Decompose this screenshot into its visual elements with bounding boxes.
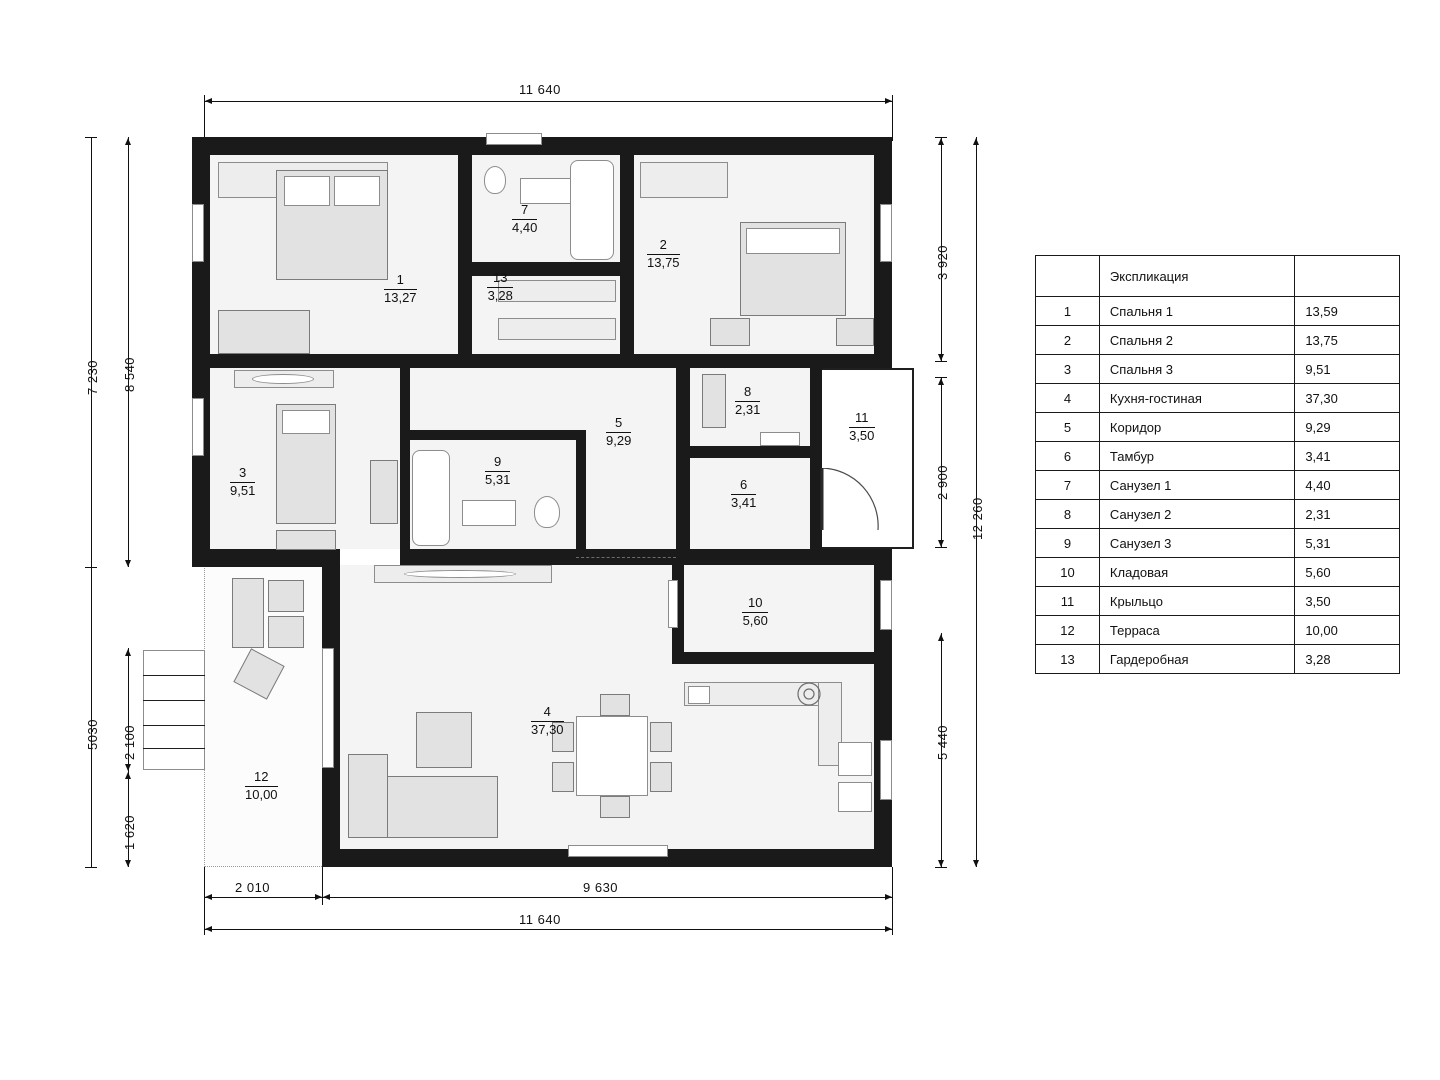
- row-area: 13,59: [1295, 297, 1400, 326]
- explication-table-body: [1036, 256, 1400, 674]
- explication-table-wrap: [1035, 255, 1400, 674]
- terrace-step-line-4: [143, 748, 205, 749]
- window-living-inner: [668, 580, 678, 628]
- room-label-13: [487, 271, 513, 304]
- bedroom1-pillow-2: [334, 176, 380, 206]
- row-area: 10,00: [1295, 616, 1400, 645]
- oven: [838, 742, 872, 776]
- terrace-chair-2: [268, 580, 304, 612]
- porch-outline-bottom: [822, 547, 914, 549]
- room-label-11-num: 11: [849, 411, 875, 428]
- room-label-11-area: 3,50: [849, 427, 875, 443]
- row-name: Санузел 2: [1099, 500, 1294, 529]
- row-name: Кухня-гостиная: [1099, 384, 1294, 413]
- room-label-1-num: 1: [384, 273, 417, 290]
- room-label-9: [485, 455, 510, 488]
- dim-line-bot-9630: [322, 897, 892, 898]
- table-row: [1036, 471, 1400, 500]
- room-label-2-num: 2: [647, 238, 680, 255]
- room-label-9-num: 9: [485, 455, 510, 472]
- window-bath1-top: [486, 133, 542, 145]
- room-label-8-area: 2,31: [735, 401, 761, 417]
- exterior-wall-top: [192, 137, 892, 155]
- sofa-arm: [348, 754, 388, 838]
- room-label-9-area: 5,31: [485, 471, 511, 487]
- room-label-12: [245, 770, 278, 803]
- dim-arrow-2010-r: [315, 894, 322, 900]
- bedroom2-closet: [640, 162, 728, 198]
- corridor-lamp: [404, 570, 516, 578]
- dim-line-left-8540: [128, 137, 129, 567]
- room-label-2: [647, 238, 680, 271]
- dim-arrow-2100-bot: [125, 764, 131, 771]
- explication-header-area: [1295, 256, 1400, 297]
- row-name: Терраса: [1099, 616, 1294, 645]
- dim-arrow-3920-bot: [938, 354, 944, 361]
- bedroom3-wardrobe: [370, 460, 398, 524]
- dim-arrow-11640-r: [885, 926, 892, 932]
- dishwasher: [838, 782, 872, 812]
- table-row: [1036, 529, 1400, 558]
- dim-tick-b5: [892, 905, 893, 935]
- window-storage-right: [880, 580, 892, 630]
- dim-line-right-2900: [941, 377, 942, 547]
- dim-arrow-top-right: [885, 98, 892, 104]
- room-label-5-num: 5: [606, 416, 631, 433]
- dim-tick-r3: [935, 377, 947, 378]
- room-label-10: [742, 596, 768, 629]
- bedroom1-pillow-1: [284, 176, 330, 206]
- interior-wall-7: [676, 368, 690, 563]
- room-label-7-num: 7: [512, 203, 537, 220]
- wardrobe-rail-2: [498, 318, 616, 340]
- window-kitchen-right: [880, 740, 892, 800]
- interior-wall-9: [690, 446, 810, 458]
- row-num: 7: [1036, 471, 1100, 500]
- row-num: 1: [1036, 297, 1100, 326]
- dim-arrow-1620-bot: [125, 860, 131, 867]
- row-num: 12: [1036, 616, 1100, 645]
- room-label-3-num: 3: [230, 466, 255, 483]
- dining-chair-right-2: [650, 762, 672, 792]
- room-label-7: [512, 203, 537, 236]
- row-name: Коридор: [1099, 413, 1294, 442]
- dim-arrow-2900-top: [938, 378, 944, 385]
- dim-left-2100: 2 100: [122, 724, 137, 760]
- dim-arrow-2100-top: [125, 649, 131, 656]
- dim-tick-l1: [85, 137, 97, 138]
- interior-wall-13: [672, 652, 874, 664]
- dim-tick-r2: [935, 361, 947, 362]
- interior-wall-1: [458, 155, 472, 354]
- dim-tick-b1: [204, 867, 205, 905]
- dim-left-8540: 8 540: [122, 356, 137, 392]
- bedroom2-pillow: [746, 228, 840, 254]
- kitchen-sink: [688, 686, 710, 704]
- interior-wall-4: [210, 354, 690, 368]
- dim-tick-r5: [935, 867, 947, 868]
- toilet-1: [484, 166, 506, 194]
- row-name: Санузел 3: [1099, 529, 1294, 558]
- room-label-3-area: 9,51: [230, 482, 256, 498]
- room-label-6: [731, 478, 756, 511]
- room-label-8-num: 8: [735, 385, 760, 402]
- room-label-13-num: 13: [487, 271, 513, 288]
- window-bedroom1-left: [192, 204, 204, 262]
- dim-left-7230: 7 230: [85, 359, 100, 395]
- dining-chair-top: [600, 694, 630, 716]
- room-label-8: [735, 385, 760, 418]
- row-area: 4,40: [1295, 471, 1400, 500]
- bedroom3-bench: [276, 530, 336, 550]
- table-row: [1036, 616, 1400, 645]
- sink-3: [462, 500, 516, 526]
- row-area: 3,50: [1295, 587, 1400, 616]
- interior-wall-6: [400, 368, 410, 549]
- table-row: [1036, 413, 1400, 442]
- dim-arrow-5440-top: [938, 634, 944, 641]
- dim-arrow-2900-bot: [938, 540, 944, 547]
- table-row: [1036, 587, 1400, 616]
- exterior-wall-left-upper: [192, 137, 210, 567]
- room-label-11: [849, 411, 875, 444]
- table-row: [1036, 297, 1400, 326]
- interior-wall-14: [576, 430, 586, 549]
- explication-header-num: [1036, 256, 1100, 297]
- interior-wall-15: [404, 430, 586, 440]
- row-area: 3,41: [1295, 442, 1400, 471]
- row-area: 9,51: [1295, 355, 1400, 384]
- dim-line-top: [204, 101, 892, 102]
- room-label-5-area: 9,29: [606, 432, 632, 448]
- table-row: [1036, 355, 1400, 384]
- room-label-7-area: 4,40: [512, 219, 538, 235]
- table-row: [1036, 384, 1400, 413]
- dim-top-11640: 11 640: [519, 82, 561, 97]
- interior-wall-5: [690, 354, 874, 368]
- dim-tick-l3: [85, 867, 97, 868]
- explication-header-row: [1036, 256, 1400, 297]
- row-num: 8: [1036, 500, 1100, 529]
- row-area: 3,28: [1295, 645, 1400, 674]
- room-label-1: [384, 273, 417, 306]
- table-row: [1036, 500, 1400, 529]
- row-name: Спальня 1: [1099, 297, 1294, 326]
- dim-arrow-3920-top: [938, 138, 944, 145]
- table-row: [1036, 558, 1400, 587]
- room-label-5: [606, 416, 631, 449]
- opening-dashed-corridor: [576, 557, 676, 558]
- row-area: 13,75: [1295, 326, 1400, 355]
- room-label-4-area: 37,30: [531, 721, 564, 737]
- dim-right-5440: 5 440: [935, 724, 950, 760]
- dim-arrow-12260-top: [973, 138, 979, 145]
- dining-table: [576, 716, 648, 796]
- dim-ext-top-right: [892, 95, 893, 141]
- row-area: 5,60: [1295, 558, 1400, 587]
- room-label-4: [531, 705, 564, 738]
- room-label-1-area: 13,27: [384, 289, 417, 305]
- table-row: [1036, 645, 1400, 674]
- row-num: 5: [1036, 413, 1100, 442]
- bedroom2-nightstand-2: [836, 318, 874, 346]
- dim-line-bot-11640: [204, 929, 892, 930]
- dim-left-5030: 5030: [85, 719, 100, 750]
- terrace-steps: [143, 650, 205, 770]
- dim-line-left-5030: [91, 567, 92, 867]
- bedroom2-nightstand-1: [710, 318, 750, 346]
- dim-arrow-12260-bot: [973, 860, 979, 867]
- room-label-12-num: 12: [245, 770, 278, 787]
- dim-arrow-5440-bot: [938, 860, 944, 867]
- interior-wall-2: [620, 155, 634, 354]
- dining-chair-bottom: [600, 796, 630, 818]
- bedroom1-dresser: [218, 310, 310, 354]
- dim-arrow-8540-bot: [125, 560, 131, 567]
- dim-right-2900: 2 900: [935, 464, 950, 500]
- dim-arrow-11640-l: [205, 926, 212, 932]
- dim-arrow-1620-top: [125, 772, 131, 779]
- row-num: 13: [1036, 645, 1100, 674]
- table-row: [1036, 442, 1400, 471]
- row-name: Крыльцо: [1099, 587, 1294, 616]
- dining-chair-right-1: [650, 722, 672, 752]
- dim-arrow-2010-l: [205, 894, 212, 900]
- interior-wall-3: [458, 262, 634, 276]
- room-label-3: [230, 466, 255, 499]
- room-label-10-num: 10: [742, 596, 768, 613]
- row-name: Спальня 2: [1099, 326, 1294, 355]
- row-num: 3: [1036, 355, 1100, 384]
- bathtub-3: [412, 450, 450, 546]
- coffee-table: [416, 712, 472, 768]
- exterior-wall-mid-left: [192, 549, 340, 567]
- explication-header-title: Экспликация: [1099, 256, 1294, 297]
- cooktop-icon: [794, 680, 824, 710]
- dim-tick-b3: [892, 867, 893, 905]
- row-area: 2,31: [1295, 500, 1400, 529]
- interior-wall-11: [676, 549, 874, 565]
- window-living-left: [322, 648, 334, 768]
- terrace-step-line-2: [143, 700, 205, 701]
- dim-tick-b4: [204, 905, 205, 935]
- row-num: 11: [1036, 587, 1100, 616]
- dim-bottom-9630: 9 630: [583, 880, 619, 895]
- bath2-cabinet: [702, 374, 726, 428]
- sink-2: [760, 432, 800, 446]
- window-bedroom2-right: [880, 204, 892, 262]
- table-row: [1036, 326, 1400, 355]
- dim-right-12260: 12 260: [970, 497, 985, 540]
- terrace-step-line-1: [143, 675, 205, 676]
- room-label-13-area: 3,28: [487, 287, 513, 303]
- dim-tick-r1: [935, 137, 947, 138]
- room-label-10-area: 5,60: [742, 612, 768, 628]
- dim-arrow-9630-l: [323, 894, 330, 900]
- row-name: Тамбур: [1099, 442, 1294, 471]
- row-num: 9: [1036, 529, 1100, 558]
- row-area: 9,29: [1295, 413, 1400, 442]
- row-area: 37,30: [1295, 384, 1400, 413]
- terrace-step-line-3: [143, 725, 205, 726]
- dim-line-bot-2010: [204, 897, 322, 898]
- terrace-chair-3: [268, 616, 304, 648]
- sink-1: [520, 178, 576, 204]
- dim-line-left-7230: [91, 137, 92, 567]
- entrance-door-swing: [820, 468, 882, 538]
- room-label-4-num: 4: [531, 705, 564, 722]
- row-name: Гардеробная: [1099, 645, 1294, 674]
- room-label-6-num: 6: [731, 478, 756, 495]
- toilet-3: [534, 496, 560, 528]
- window-living-bottom: [568, 845, 668, 857]
- row-name: Кладовая: [1099, 558, 1294, 587]
- row-name: Спальня 3: [1099, 355, 1294, 384]
- dim-bottom-2010: 2 010: [235, 880, 271, 895]
- row-num: 2: [1036, 326, 1100, 355]
- window-bedroom3-left: [192, 398, 204, 456]
- dim-right-3920: 3 920: [935, 244, 950, 280]
- bedroom3-pillow: [282, 410, 330, 434]
- explication-table: [1035, 255, 1400, 674]
- dim-arrow-top-left: [205, 98, 212, 104]
- dining-chair-left-2: [552, 762, 574, 792]
- dim-arrow-8540-top: [125, 138, 131, 145]
- room-label-12-area: 10,00: [245, 786, 278, 802]
- row-num: 4: [1036, 384, 1100, 413]
- terrace-chair-1: [232, 578, 264, 648]
- dim-bottom-11640: 11 640: [519, 912, 561, 927]
- room-label-2-area: 13,75: [647, 254, 680, 270]
- porch-outline-right: [912, 368, 914, 549]
- row-num: 6: [1036, 442, 1100, 471]
- dim-left-1620: 1 620: [122, 814, 137, 850]
- row-num: 10: [1036, 558, 1100, 587]
- room-label-6-area: 3,41: [731, 494, 757, 510]
- porch-outline-top: [822, 368, 914, 370]
- row-area: 5,31: [1295, 529, 1400, 558]
- dim-tick-r4: [935, 547, 947, 548]
- wardrobe-rail-1: [498, 280, 616, 302]
- dim-arrow-9630-r: [885, 894, 892, 900]
- row-name: Санузел 1: [1099, 471, 1294, 500]
- bathtub-1: [570, 160, 614, 260]
- bedroom3-lamp: [252, 374, 314, 384]
